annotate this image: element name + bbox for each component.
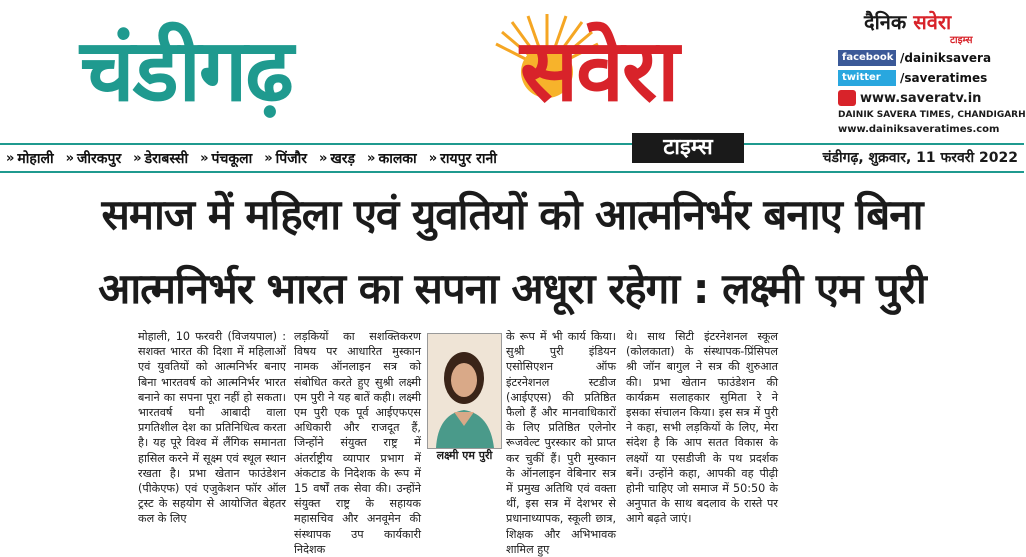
portrait-image [428, 334, 501, 448]
article-column-3: के रूप में भी कार्य किया। सुश्री पुरी इंडियन एसोसिएशन ऑफ इंटरनेशनल स्टडीज (आईएएस) की प्रतिष्ठित फैलो हैं और मानवाधिकारों के लिए प्रतिष्ठित एलेनोर रूजवेल्ट पुरस्कार को प्राप्त कर चुकीं हैं। पुरी मुस्कान के ऑनलाइन वेबिनार सत्र में प्रमुख अतिथि एवं वक्ता थीं, इस सत्र में देशभर से प्रधानाध्यापक, स्कूली छात्र, शिक्षक और अभिभावक शामिल हुए [506, 330, 616, 556]
article-column-4: थे। साथ सिटी इंटरनेशनल स्कूल (कोलकाता) के संस्थापक-प्रिंसिपल श्री जॉन बागुल ने सत्र की शुरुआत की। प्रभा खेतान फाउंडेशन की कार्यक्रम सलाहकार सुमिता रे ने इसका संचालन किया। इस सत्र में पुरी ने कहा, सभी लड़कियों के लिए, मेरा संदेश है कि आप सतत विकास के लक्ष्यों या एसडीजी के पथ प्रदर्शक बनें। उन्होंने कहा, आपकी वह पीढ़ी होनी चाहिए जो समाज में 50:50 के अनुपात के साथ बदलाव के रास्ते पर आगे बढ़ते जाएं। [626, 330, 778, 526]
city-list [6, 145, 497, 171]
sidebar-logo-sub: टाइम्स [950, 35, 973, 46]
twitter-row [838, 70, 987, 86]
twitter-icon: twitter [838, 70, 896, 86]
website-link[interactable]: www.saveratv.in [860, 90, 982, 106]
facebook-icon: facebook [838, 50, 896, 66]
photo-caption: लक्ष्मी एम पुरी [436, 449, 493, 462]
publication-url[interactable]: www.dainiksaveratimes.com [838, 124, 1000, 135]
city-item: » पंचकूला [200, 150, 253, 167]
newspaper-logo [80, 4, 760, 144]
city-item: » कालका [367, 150, 417, 167]
city-item: » पिंजौर [264, 150, 307, 167]
sidebar-contact [832, 6, 1026, 140]
city-item: » खरड़ [318, 150, 356, 167]
headline-line-1: समाज में महिला एवं युवतियों को आत्मनिर्भर बनाए बिना [101, 190, 923, 239]
chevron-icon: » [428, 150, 438, 166]
chevron-icon: » [65, 150, 74, 166]
chevron-icon: » [318, 150, 328, 166]
dateline: चंडीगढ़, शुक्रवार, 11 फरवरी 2022 [822, 150, 1018, 166]
chevron-icon: » [200, 150, 209, 166]
twitter-handle[interactable]: /saveratimes [900, 71, 988, 85]
tv-logo-icon [838, 90, 856, 106]
city-item: » मोहाली [6, 150, 54, 167]
masthead [0, 0, 1024, 170]
city-item: » जीरकपुर [65, 150, 122, 167]
article-column-2: लड़कियों का सशक्तिकरण विषय पर आधारित मुस्कान नामक ऑनलाइन सत्र को संबोधित करते हुए सुश्री लक्ष्मी एम पुरी ने यह बातें कही। लक्ष्मी एम पुरी एक पूर्व आईएफएस अधिकारी और राजदूत हैं, जिन्होंने संयुक्त राष्ट्र में अंतर्राष्ट्रीय व्यापार प्रभाग में अंकटाड के निदेशक के रूप में 15 वर्षों तक सेवा की। उन्होंने संयुक्त राष्ट्र के सहायक महासचिव और अनवूमेन की संस्थापक उप कार्यकारी निदेशक [294, 330, 421, 556]
sidebar-logo: दैनिक सवेरा [864, 10, 952, 34]
facebook-handle[interactable]: /dainiksavera [900, 51, 992, 65]
city-item: » डेराबस्सी [133, 150, 189, 167]
portrait-photo [427, 333, 502, 449]
article-column-1: मोहाली, 10 फरवरी (विजयपाल) : सशक्त भारत की दिशा में महिलाओं एवं युवतियों को आत्मनिर्भर बनाए बिना भारतवर्ष को आत्मनिर्भर भारत बनाने का सपना पूरा नहीं हो सकता। भारतवर्ष घनी आबादी वाला प्रगतिशील देश का प्रतिनिधित्व करता है। यह पूरे विश्व में लैंगिक समानता हासिल करने में सूक्ष्म एवं स्थूल स्थान रखता है। प्रभा खेतान फाउंडेशन (पीकेएफ) एवं एजुकेशन फॉर ऑल ट्रस्ट के सहयोग से आयोजित बेहतर कल के लिए [138, 330, 286, 526]
headline-line-2: आत्मनिर्भर भारत का सपना अधूरा रहेगा : लक्ष्मी एम पुरी [98, 264, 926, 313]
chevron-icon: » [6, 150, 15, 166]
facebook-row [838, 50, 991, 66]
city-item: » रायपुर रानी [428, 150, 497, 167]
chevron-icon: » [264, 150, 273, 166]
website-row [838, 90, 981, 106]
brand-name-part1: चंडीगढ़ [80, 21, 292, 121]
chevron-icon: » [367, 150, 376, 166]
city-nav-bar [0, 143, 1024, 173]
publication-name: DAINIK SAVERA TIMES, CHANDIGARH [838, 110, 1026, 120]
brand-name-part2: सवेरा [520, 21, 678, 121]
brand-times: टाइम्स [632, 133, 744, 163]
chevron-icon: » [133, 150, 142, 166]
